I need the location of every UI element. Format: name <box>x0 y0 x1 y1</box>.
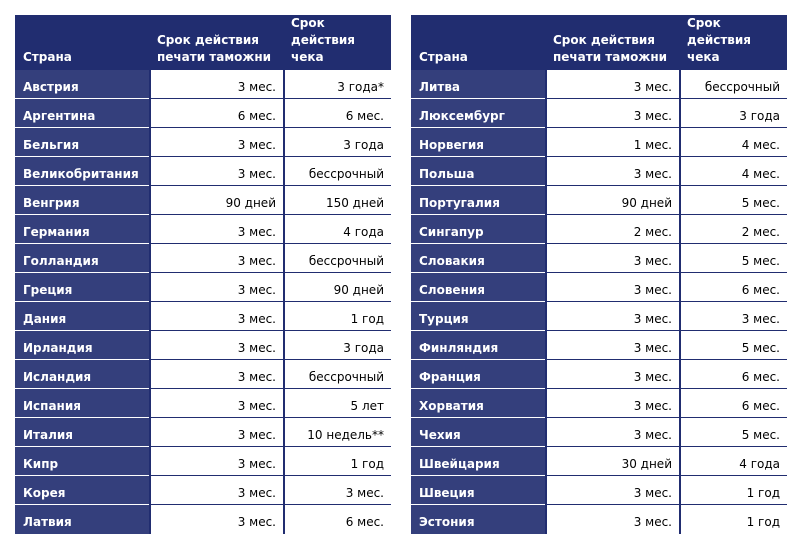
receipt-cell: 1 год <box>679 505 787 534</box>
country-cell: Швеция <box>411 476 545 505</box>
country-cell: Хорватия <box>411 389 545 418</box>
receipt-cell: 6 мес. <box>679 360 787 389</box>
table-row <box>15 302 391 331</box>
receipt-cell: 5 мес. <box>679 186 787 215</box>
country-cell: Австрия <box>15 70 149 99</box>
table-row <box>411 447 787 476</box>
stamp-cell: 6 мес. <box>149 99 283 128</box>
country-cell: Турция <box>411 302 545 331</box>
country-cell: Сингапур <box>411 215 545 244</box>
stamp-cell: 3 мес. <box>545 331 679 360</box>
table-row <box>15 360 391 389</box>
country-cell: Франция <box>411 360 545 389</box>
table-header-row <box>411 15 787 70</box>
receipt-cell: 6 мес. <box>283 505 391 534</box>
table-row <box>15 505 391 534</box>
receipt-cell: 5 мес. <box>679 331 787 360</box>
table-row <box>15 476 391 505</box>
table-row <box>411 505 787 534</box>
header-customs-stamp: Срок действия печати таможни <box>545 15 679 70</box>
table-row <box>411 128 787 157</box>
stamp-cell: 2 мес. <box>545 215 679 244</box>
receipt-cell: 150 дней <box>283 186 391 215</box>
receipt-cell: 3 года <box>679 99 787 128</box>
stamp-cell: 3 мес. <box>149 215 283 244</box>
country-cell: Литва <box>411 70 545 99</box>
country-cell: Словакия <box>411 244 545 273</box>
stamp-cell: 3 мес. <box>149 273 283 302</box>
receipt-cell: 6 мес. <box>679 389 787 418</box>
country-cell: Словения <box>411 273 545 302</box>
country-cell: Португалия <box>411 186 545 215</box>
table-row <box>411 186 787 215</box>
stamp-cell: 3 мес. <box>545 70 679 99</box>
table-row <box>411 99 787 128</box>
stamp-cell: 3 мес. <box>149 70 283 99</box>
stamp-cell: 3 мес. <box>545 302 679 331</box>
header-customs-stamp: Срок действия печати таможни <box>149 15 283 70</box>
receipt-cell: 4 года <box>283 215 391 244</box>
table-row <box>411 273 787 302</box>
country-cell: Корея <box>15 476 149 505</box>
stamp-cell: 3 мес. <box>149 128 283 157</box>
country-cell: Дания <box>15 302 149 331</box>
receipt-cell: 6 мес. <box>679 273 787 302</box>
country-cell: Польша <box>411 157 545 186</box>
stamp-cell: 3 мес. <box>545 505 679 534</box>
stamp-cell: 3 мес. <box>545 389 679 418</box>
stamp-cell: 3 мес. <box>149 418 283 447</box>
table-row <box>15 157 391 186</box>
table-row <box>15 447 391 476</box>
receipt-cell: 3 года* <box>283 70 391 99</box>
receipt-cell: бессрочный <box>283 157 391 186</box>
table-header-row <box>15 15 391 70</box>
country-cell: Италия <box>15 418 149 447</box>
receipt-cell: 3 мес. <box>679 302 787 331</box>
table-row <box>411 302 787 331</box>
header-receipt-validity: Срок действия чека <box>679 15 787 70</box>
receipt-cell: 2 мес. <box>679 215 787 244</box>
receipt-cell: 1 год <box>283 447 391 476</box>
country-cell: Голландия <box>15 244 149 273</box>
stamp-cell: 3 мес. <box>545 360 679 389</box>
country-cell: Финляндия <box>411 331 545 360</box>
table-row <box>15 215 391 244</box>
stamp-cell: 3 мес. <box>149 360 283 389</box>
receipt-cell: 3 года <box>283 128 391 157</box>
receipt-cell: 6 мес. <box>283 99 391 128</box>
table-row <box>15 418 391 447</box>
stamp-cell: 3 мес. <box>545 273 679 302</box>
table-row <box>411 70 787 99</box>
table-row <box>411 418 787 447</box>
country-cell: Чехия <box>411 418 545 447</box>
stamp-cell: 3 мес. <box>545 476 679 505</box>
country-cell: Бельгия <box>15 128 149 157</box>
country-cell: Латвия <box>15 505 149 534</box>
country-cell: Аргентина <box>15 99 149 128</box>
country-cell: Швейцария <box>411 447 545 476</box>
table-row <box>411 389 787 418</box>
stamp-cell: 90 дней <box>545 186 679 215</box>
table-row <box>411 215 787 244</box>
table-row <box>15 186 391 215</box>
country-cell: Исландия <box>15 360 149 389</box>
stamp-cell: 1 мес. <box>545 128 679 157</box>
receipt-cell: 4 мес. <box>679 157 787 186</box>
stamp-cell: 3 мес. <box>545 418 679 447</box>
receipt-cell: бессрочный <box>283 360 391 389</box>
table-row <box>15 331 391 360</box>
stamp-cell: 3 мес. <box>149 476 283 505</box>
table-row <box>15 244 391 273</box>
stamp-cell: 3 мес. <box>545 157 679 186</box>
stamp-cell: 3 мес. <box>545 244 679 273</box>
receipt-cell: 4 мес. <box>679 128 787 157</box>
table-row <box>411 244 787 273</box>
receipt-cell: 5 мес. <box>679 418 787 447</box>
stamp-cell: 3 мес. <box>149 244 283 273</box>
receipt-cell: 3 года <box>283 331 391 360</box>
vat-table-right <box>411 15 787 534</box>
stamp-cell: 3 мес. <box>149 389 283 418</box>
table-row <box>15 99 391 128</box>
header-country: Страна <box>15 15 149 70</box>
receipt-cell: 5 лет <box>283 389 391 418</box>
stamp-cell: 3 мес. <box>149 505 283 534</box>
stamp-cell: 3 мес. <box>149 447 283 476</box>
receipt-cell: 10 недель** <box>283 418 391 447</box>
receipt-cell: 90 дней <box>283 273 391 302</box>
receipt-cell: 1 год <box>283 302 391 331</box>
stamp-cell: 3 мес. <box>149 157 283 186</box>
vat-table-left <box>15 15 391 534</box>
country-cell: Кипр <box>15 447 149 476</box>
receipt-cell: 3 мес. <box>283 476 391 505</box>
table-row <box>15 70 391 99</box>
receipt-cell: 4 года <box>679 447 787 476</box>
country-cell: Германия <box>15 215 149 244</box>
receipt-cell: бессрочный <box>283 244 391 273</box>
country-cell: Венгрия <box>15 186 149 215</box>
country-cell: Эстония <box>411 505 545 534</box>
stamp-cell: 3 мес. <box>149 302 283 331</box>
header-country: Страна <box>411 15 545 70</box>
table-row <box>411 476 787 505</box>
receipt-cell: 5 мес. <box>679 244 787 273</box>
stamp-cell: 3 мес. <box>545 99 679 128</box>
table-row <box>15 128 391 157</box>
table-row <box>411 331 787 360</box>
receipt-cell: бессрочный <box>679 70 787 99</box>
stamp-cell: 3 мес. <box>149 331 283 360</box>
table-row <box>411 157 787 186</box>
stamp-cell: 90 дней <box>149 186 283 215</box>
table-row <box>411 360 787 389</box>
stamp-cell: 30 дней <box>545 447 679 476</box>
country-cell: Великобритания <box>15 157 149 186</box>
country-cell: Испания <box>15 389 149 418</box>
header-receipt-validity: Срок действия чека <box>283 15 391 70</box>
country-cell: Норвегия <box>411 128 545 157</box>
country-cell: Греция <box>15 273 149 302</box>
country-cell: Ирландия <box>15 331 149 360</box>
table-row <box>15 273 391 302</box>
receipt-cell: 1 год <box>679 476 787 505</box>
table-row <box>15 389 391 418</box>
country-cell: Люксембург <box>411 99 545 128</box>
